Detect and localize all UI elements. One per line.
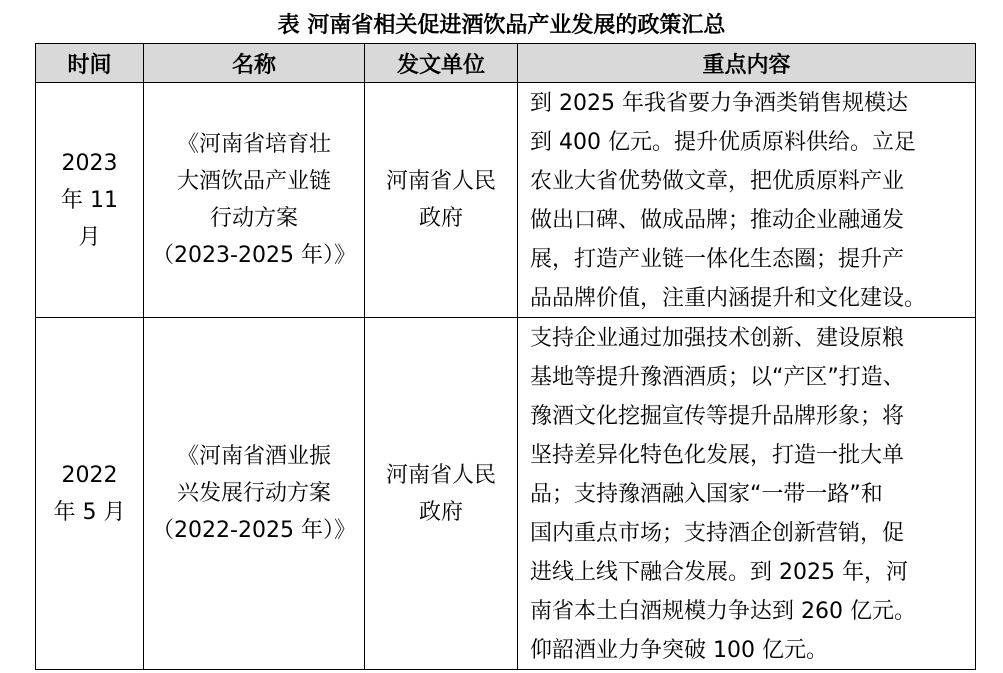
table-title: 表 河南省相关促进酒饮品产业发展的政策汇总 [277, 13, 726, 38]
time-cell: 2022 年 5 月 [36, 318, 144, 670]
content-cell: 支持企业通过加强技术创新、建设原粮 基地等提升豫酒酒质；以“产区”打造、 豫酒文化挖掘宣传等提升品牌形象；将 坚持差异化特色化发展，打造一批大单 品；支持豫酒融入国家“一带一路”和 国内重点市场；支持酒企创新营销，促 进线上线下融合发展。到 2025 年，河 南省本土白酒规模力争达到 260 亿元。 仰韶酒业力争突破 100 亿元。 [518, 318, 976, 670]
table-header-row [36, 44, 976, 83]
table-row [36, 318, 976, 670]
table-row [36, 83, 976, 318]
issuer-cell: 河南省人民 政府 [365, 83, 518, 318]
name-cell: 《河南省培育壮 大酒饮品产业链 行动方案 （2023-2025 年）》 [144, 83, 365, 318]
content-cell: 到 2025 年我省要力争酒类销售规模达 到 400 亿元。提升优质原料供给。立足 农业大省优势做文章，把优质原料产业 做出口碑、做成品牌；推动企业融通发 展，打造产业链一体化生态圈；提升产 品品牌价值，注重内涵提升和文化建设。 [518, 83, 976, 318]
issuer-cell: 河南省人民 政府 [365, 318, 518, 670]
header-content: 重点内容 [518, 44, 976, 83]
time-cell: 2023 年 11 月 [36, 83, 144, 318]
name-cell: 《河南省酒业振 兴发展行动方案 （2022-2025 年）》 [144, 318, 365, 670]
header-issuer: 发文单位 [365, 44, 518, 83]
header-time: 时间 [36, 44, 144, 83]
policy-table [35, 43, 976, 670]
header-name: 名称 [144, 44, 365, 83]
